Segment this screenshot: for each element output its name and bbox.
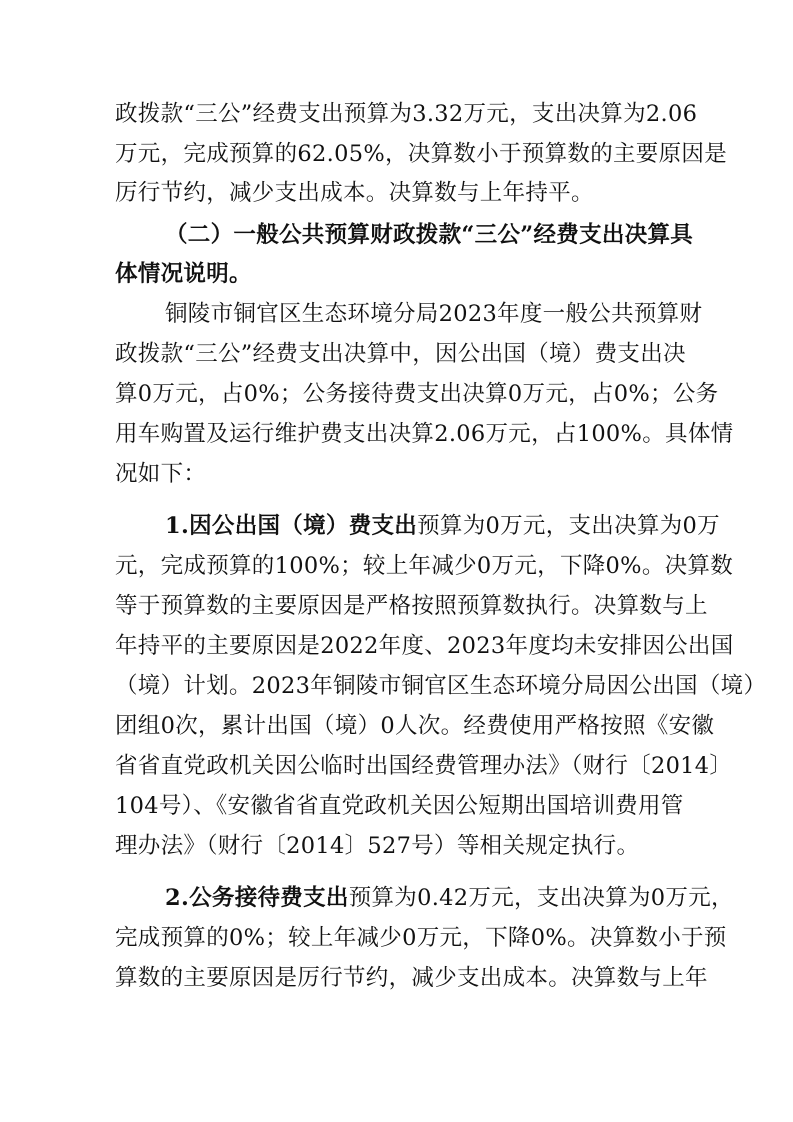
paragraph-line: 铜陵市铜官区生态环境分局2023年度一般公共预算财	[165, 301, 703, 327]
paragraph-line: 厉行节约，减少支出成本。决算数与上年持平。	[115, 180, 594, 206]
paragraph-line: 104号）、《安徽省省直党政机关因公短期出国培训费用管	[115, 793, 684, 819]
paragraph-line: 等于预算数的主要原因是严格按照预算数执行。决算数与上	[115, 593, 708, 619]
item-heading: 1.因公出国（境）费支出	[165, 513, 418, 539]
paragraph-line: 团组0次，累计出国（境）0人次。经费使用严格按照《安徽	[115, 713, 715, 739]
item-heading: 2.公务接待费支出	[165, 885, 349, 911]
paragraph-line: （境）计划。2023年铜陵市铜官区生态环境分局因公出国（境）	[115, 673, 767, 699]
item-text: 预算为0万元，支出决算为0万	[417, 513, 720, 539]
paragraph-line: 况如下：	[115, 461, 207, 487]
paragraph-line: 省省直党政机关因公临时出国经费管理办法》（财行〔2014〕	[115, 753, 733, 779]
paragraph-line: 算数的主要原因是厉行节约，减少支出成本。决算数与上年	[115, 965, 708, 991]
paragraph-line	[165, 511, 720, 541]
paragraph-line: 算0万元，占0%；公务接待费支出决算0万元，占0%；公务	[115, 381, 719, 407]
paragraph-line: 万元，完成预算的62.05%，决算数小于预算数的主要原因是	[115, 141, 727, 167]
paragraph-line: 年持平的主要原因是2022年度、2023年度均未安排因公出国	[115, 633, 734, 659]
item-text: 预算为0.42万元，支出决算为0万元，	[348, 885, 734, 911]
paragraph-line: 理办法》（财行〔2014〕527号）等相关规定执行。	[115, 833, 640, 859]
section-heading: 体情况说明。	[115, 261, 252, 287]
paragraph-line: 政拨款“三公”经费支出决算中，因公出国（境）费支出决	[115, 341, 686, 367]
section-heading: （二）一般公共预算财政拨款“三公”经费支出决算具	[165, 222, 694, 248]
paragraph-line: 元，完成预算的100%；较上年减少0万元，下降0%。决算数	[115, 553, 734, 579]
paragraph-line: 完成预算的0%；较上年减少0万元，下降0%。决算数小于预	[115, 925, 727, 951]
paragraph-line	[165, 883, 734, 913]
paragraph-line: 政拨款“三公”经费支出预算为3.32万元，支出决算为2.06	[115, 101, 698, 127]
paragraph-line: 用车购置及运行维护费支出决算2.06万元，占100%。具体情	[115, 421, 734, 447]
